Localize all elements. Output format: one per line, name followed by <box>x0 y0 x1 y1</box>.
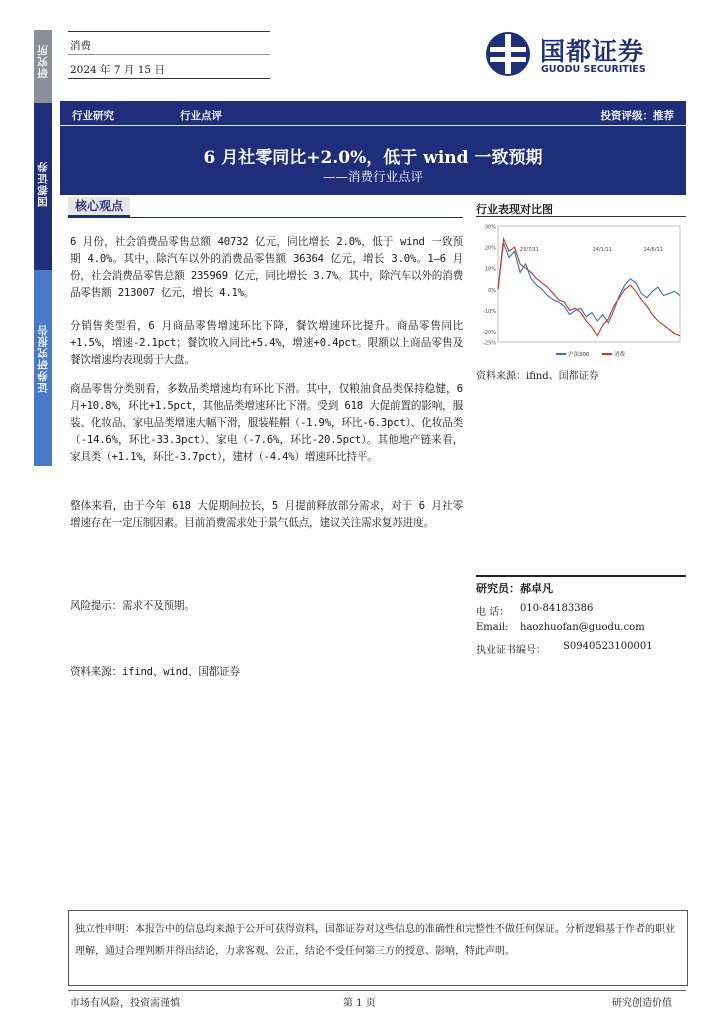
header-category: 消费 <box>70 40 91 52</box>
disclaimer-text: 独立性申明：本报告中的信息均来源于公开可获得资料，国都证券对这些信息的准确性和完整性不做任何保证。分析逻辑基于作者的职业理解，通过合理判断并得出结论，力求客观、公正，结论不受任何第三方的授意、影响，特此声明。 <box>75 924 675 957</box>
chart-y-tick-label: -10% <box>483 308 496 315</box>
analyst-license-label: 执业证书编号： <box>476 645 546 656</box>
chart-heading: 行业表现对比图 <box>476 203 553 216</box>
footer-rule <box>68 990 686 991</box>
side-label-company: 国都证券 <box>37 161 49 207</box>
footer-page: 第 1 页 <box>343 998 376 1009</box>
side-label-institute: 研究所 <box>37 44 49 79</box>
section-heading: 核心观点 <box>68 197 130 217</box>
analyst-phone: 010-84183386 <box>520 603 594 614</box>
paragraph-3: 商品零售分类别看，多数品类增速均有环比下滑。其中，仅粮油食品类保持稳健，6 月+10.8%，环比+1.5pct，其他品类增速环比下滑。受到 618 大促前置的影响，服装、化妆品、家电品类增速大幅下滑，服装鞋帽（-1.9%，环比-6.3pct）、化妆品类（-14.6%，环比-33.3pct）、家电（-7.6%，环比-20.5pct）。其他地产链来看，家具类（+1.1%，环比-3.7pct），建材（-4.4%）增速环比持平。 <box>70 383 463 463</box>
footer-right: 研究创造价值 <box>612 998 672 1009</box>
side-strip-top <box>34 30 52 103</box>
analyst-email-label: Email: <box>476 622 509 633</box>
chart-y-tick-label: -20% <box>483 329 496 336</box>
report-subtitle: ——消费行业点评 <box>322 169 423 184</box>
main-source: 资料来源：ifind、wind、国都证券 <box>70 666 240 678</box>
chart-x-tick-label: 23/7/11 <box>519 247 540 254</box>
company-logo <box>484 30 684 80</box>
chart-y-tick-label: 20% <box>484 245 496 252</box>
logo-cn: 国都证券 <box>540 37 645 66</box>
side-strip-bottom <box>34 270 52 466</box>
section-heading-rule <box>68 217 463 218</box>
banner-separator <box>60 125 686 126</box>
analyst-license: S0940523100001 <box>563 641 653 652</box>
side-label-report-type: 证券研究报告 <box>37 324 49 393</box>
logo-mark-icon <box>484 30 532 78</box>
chart-y-tick-label: 10% <box>484 266 496 273</box>
banner-rating: 投资评级：推荐 <box>600 110 674 122</box>
chart-y-tick-label: -25% <box>483 340 496 347</box>
report-title: 6 月社零同比+2.0%，低于 wind 一致预期 <box>203 148 543 168</box>
chart-heading-rule <box>476 216 686 217</box>
chart-source: 资料来源：ifind、国都证券 <box>476 371 599 382</box>
chart-series-line <box>498 243 680 323</box>
header-rule-2 <box>68 54 270 55</box>
chart-y-tick-label: 0% <box>488 287 496 294</box>
title-banner <box>60 101 686 195</box>
analyst-name: 研究员：郝卓凡 <box>476 582 553 595</box>
banner-tag-comment: 行业点评 <box>180 110 222 122</box>
banner-tag-industry: 行业研究 <box>72 110 114 122</box>
logo-en: GUODU SECURITIES <box>541 64 646 75</box>
paragraph-2: 分销售类型看，6 月商品零售增速环比下降，餐饮增速环比提升。商品零售同比+1.5%，增速-2.1pct；餐饮收入同比+5.4%，增速+0.4pct。限额以上商品零售及餐饮增速均表现弱于大盘。 <box>70 320 463 366</box>
analyst-phone-label: 电 话： <box>476 607 510 618</box>
chart-x-tick-label: 24/1/11 <box>592 247 612 254</box>
chart-legend-label: 消费 <box>614 352 626 358</box>
header-rule-1 <box>68 31 270 32</box>
risk-note: 风险提示：需求不及预期。 <box>70 600 195 612</box>
footer-left: 市场有风险，投资需谨慎 <box>70 998 180 1009</box>
disclaimer-box <box>68 910 688 986</box>
analyst-email[interactable]: haozhuofan@guodu.com <box>520 622 645 633</box>
chart-legend-label: 沪深300 <box>568 352 590 358</box>
header-date: 2024 年 7 月 15 日 <box>70 64 165 76</box>
performance-chart <box>476 222 686 362</box>
chart-series-line <box>498 239 680 336</box>
header-rule-3 <box>68 78 270 79</box>
paragraph-4: 整体来看，由于今年 618 大促期间拉长，5 月提前释放部分需求，对于 6 月社零增速存在一定压制因素。目前消费需求处于景气低点，建议关注需求复苏进度。 <box>70 500 463 529</box>
chart-y-tick-label: 30% <box>484 224 496 231</box>
side-strip-mid <box>34 103 52 270</box>
paragraph-1: 6 月份，社会消费品零售总额 40732 亿元，同比增长 2.0%，低于 wind 一致预期 4.0%。其中，除汽车以外的消费品零售额 36364 亿元，增长 3.0%。1—6 月份，社会消费品零售总额 235969 亿元，同比增长 3.7%。其中，除汽车以外的消费品零售额 213007 亿元，增长 4.1%。 <box>70 236 463 299</box>
chart-x-tick-label: 24/6/11 <box>643 247 663 254</box>
analyst-rule <box>476 575 686 577</box>
